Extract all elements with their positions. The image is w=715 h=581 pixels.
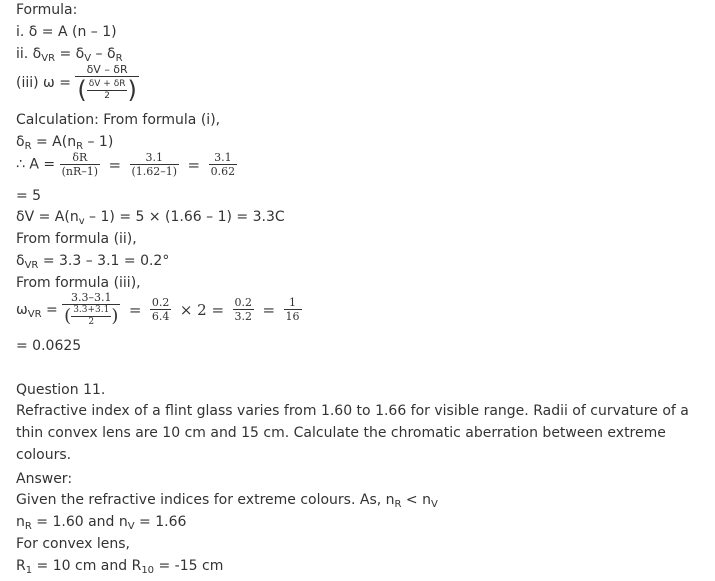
omega-result: = 0.0625: [16, 338, 82, 354]
formula-heading: Formula:: [16, 2, 78, 18]
a-result: = 5: [16, 188, 42, 204]
from-formula-2: From formula (ii),: [16, 231, 137, 247]
omega-fraction: δV – δR ( $\frac{\delta V + \delta R}{2}$ ): [77, 63, 137, 104]
radii-line: $R_1 = 10$ cm and $R_{10} = -15$ cm: [16, 558, 224, 576]
from-formula-3: From formula (iii),: [16, 275, 141, 291]
convex-lens-line: For convex lens,: [16, 536, 130, 552]
omega-fraction-4: $\frac{1}{16}$: [285, 296, 300, 323]
delta-v-eq: $\delta V = A(n_v - 1) = 5 \times (1.66 - 1) = 3.3C$: [16, 209, 285, 227]
omega-fraction-1: 3.3–3.1 ( $\frac{3.3+3.1}{2}$ ): [64, 291, 119, 327]
question-title: Question 11.: [16, 382, 106, 398]
answer-label: Answer:: [16, 471, 73, 487]
delta-r-eq: $\delta_R = A(n_R - 1)$: [16, 134, 114, 152]
delta-vr-eq: $\delta_{VR} = 3.3 - 3.1 = 0.2^\circ$: [16, 253, 170, 271]
a-fraction-2: $\frac{3.1}{(1.62-1)}$: [131, 151, 178, 178]
given-line: Given the refractive indices for extreme colours. As, $n_R < n_V$: [16, 492, 438, 510]
formula-2: ii. $\delta_{VR} = \delta_V - \delta_R$: [16, 46, 123, 64]
omega-fraction-3: $\frac{0.2}{3.2}$: [234, 296, 253, 323]
index-values: $n_R = 1.60$ and $n_V = 1.66$: [16, 514, 187, 532]
question-text: Refractive index of a flint glass varies from 1.60 to 1.66 for visible range. Radii of curvature of a thin convex lens are 10 cm and 15 cm. Calculate the chromatic aberration between extreme colours.: [16, 403, 689, 463]
formula-1: i. δ = A (n – 1): [16, 24, 117, 40]
a-fraction-1: $\frac{\delta R}{(nR-1)}$: [61, 151, 99, 178]
a-calc: ∴ A = $\frac{\delta R}{(nR-1)}$ = $\frac{3.1}{(1.62-1)}$ = $\frac{3.1}{0.62}$: [16, 151, 236, 178]
calc-heading: Calculation: From formula (i),: [16, 112, 221, 128]
a-fraction-3: $\frac{3.1}{0.62}$: [210, 151, 236, 178]
omega-fraction-2: $\frac{0.2}{6.4}$: [151, 296, 170, 323]
omega-calc: $\omega_{VR}$ = 3.3–3.1 ( $\frac{3.3+3.1}{2}$ ) = $\frac{0.2}{6.4}$ × 2 = $\frac{0.2}{3.2}$ = $\frac{1}{16}$: [16, 291, 300, 327]
formula-3: (iii) ω = δV – δR ( $\frac{\delta V + \delta R}{2}$ ): [16, 63, 137, 104]
